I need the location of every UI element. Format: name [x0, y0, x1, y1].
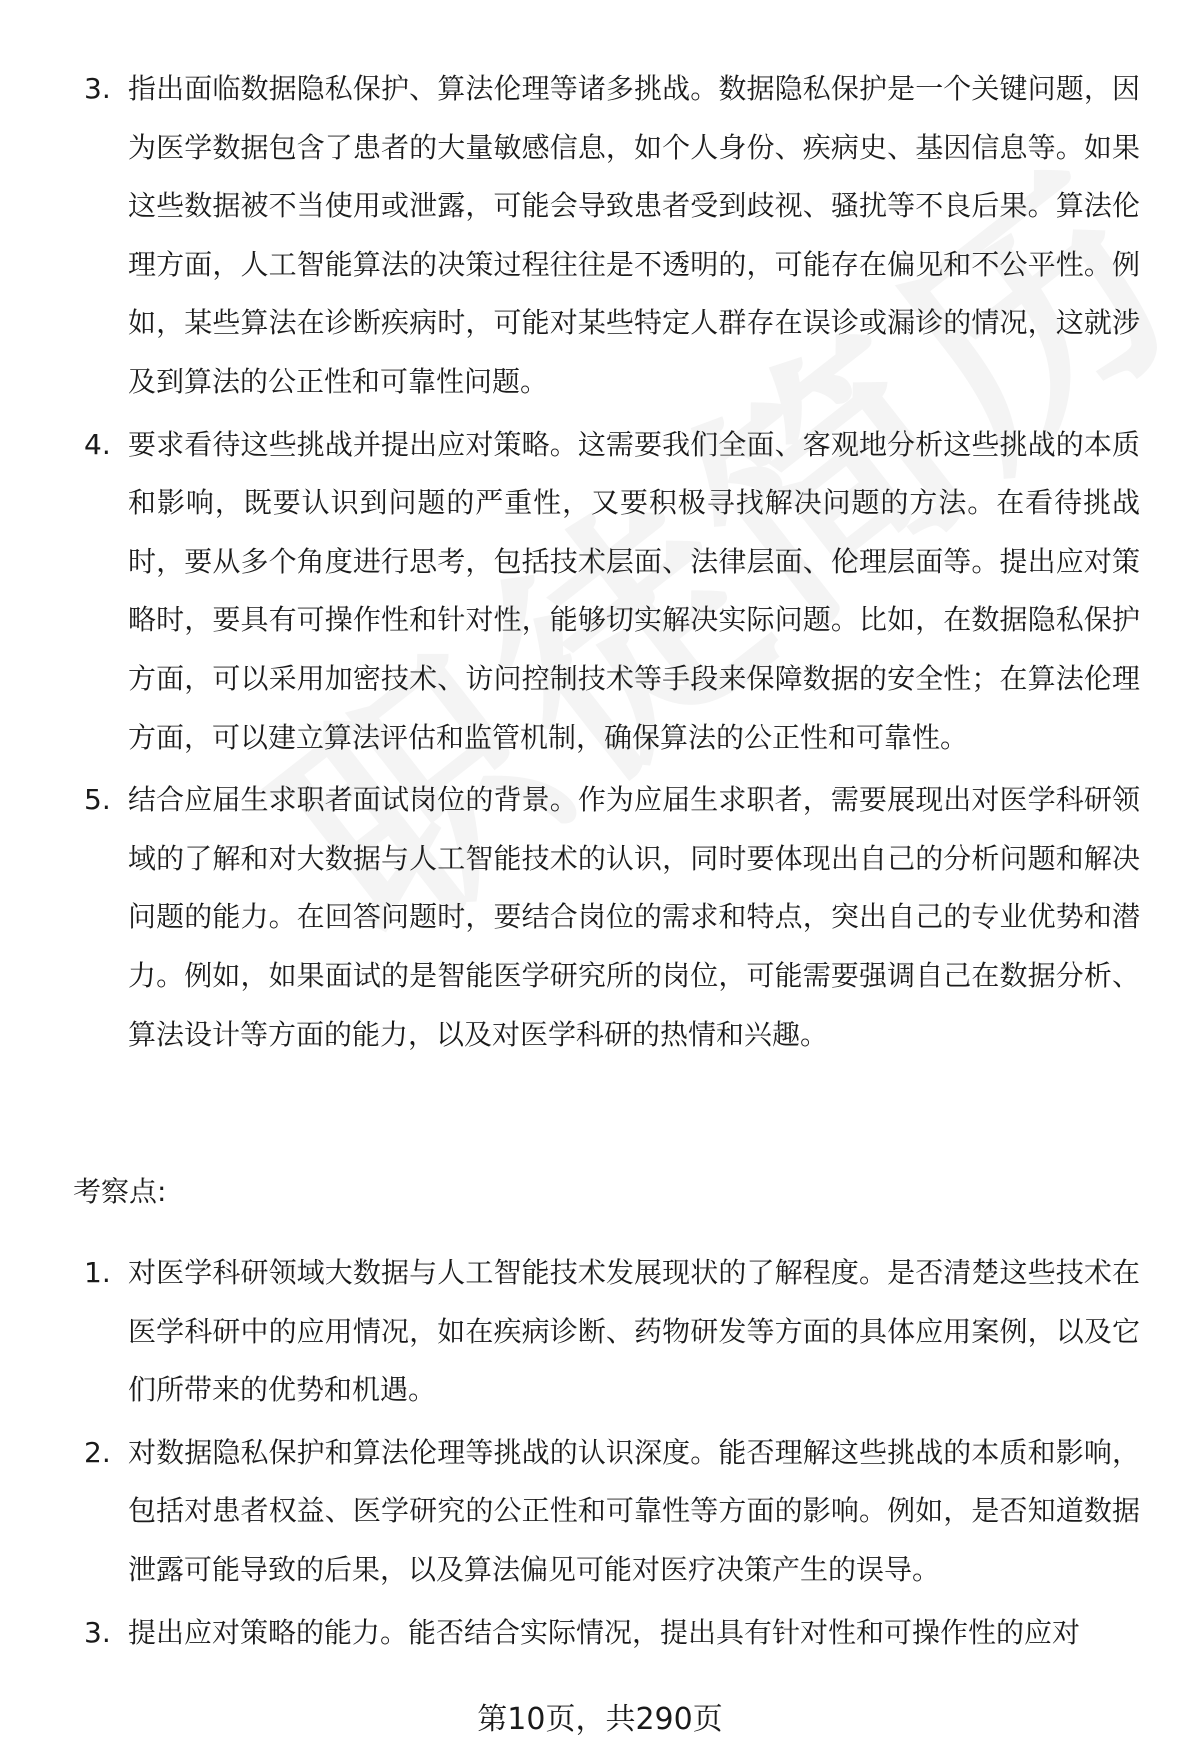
- list-item-number: 3.: [84, 72, 111, 105]
- list-item-text: 指出面临数据隐私保护、算法伦理等诸多挑战。数据隐私保护是一个关键问题，因为医学数据包含了患者的大量敏感信息，如个人身份、疾病史、基因信息等。如果这些数据被不当使用或泄露，可能会导致患者受到歧视、骚扰等不良后果。算法伦理方面，人工智能算法的决策过程往往是不透明的，可能存在偏见和不公平性。例如，某些算法在诊断疾病时，可能对某些特定人群存在误诊或漏诊的情况，这就涉及到算法的公正性和可靠性问题。: [128, 72, 1140, 398]
- list-item-text: 对医学科研领域大数据与人工智能技术发展现状的了解程度。是否清楚这些技术在医学科研中的应用情况，如在疾病诊断、药物研发等方面的具体应用案例，以及它们所带来的优势和机遇。: [128, 1256, 1140, 1407]
- list-item-number: 4.: [84, 427, 111, 461]
- list-item: [0, 1244, 1200, 1420]
- list-item: [0, 1604, 1200, 1663]
- list-bottom: [0, 1244, 1200, 1666]
- list-item-number: 3.: [84, 1615, 111, 1649]
- section-title: 考察点:: [73, 1175, 167, 1208]
- list-item: [0, 771, 1200, 1064]
- list-item-text: 要求看待这些挑战并提出应对策略。这需要我们全面、客观地分析这些挑战的本质和影响，既要认识到问题的严重性，又要积极寻找解决问题的方法。在看待挑战时，要从多个角度进行思考，包括技术层面、法律层面、伦理层面等。提出应对策略时，要具有可操作性和针对性，能够切实解决实际问题。比如，在数据隐私保护方面，可以采用加密技术、访问控制技术等手段来保障数据的安全性；在算法伦理方面，可以建立算法评估和监管机制，确保算法的公正性和可靠性。: [128, 427, 1140, 754]
- list-item-text: 结合应届生求职者面试岗位的背景。作为应届生求职者，需要展现出对医学科研领域的了解和对大数据与人工智能技术的认识，同时要体现出自己的分析问题和解决问题的能力。在回答问题时，要结合岗位的需求和特点，突出自己的专业优势和潜力。例如，如果面试的是智能医学研究所的岗位，可能需要强调自己在数据分析、算法设计等方面的能力，以及对医学科研的热情和兴趣。: [128, 783, 1140, 1051]
- list-item-text: 对数据隐私保护和算法伦理等挑战的认识深度。能否理解这些挑战的本质和影响，包括对患者权益、医学研究的公正性和可靠性等方面的影响。例如，是否知道数据泄露可能导致的后果，以及算法偏见可能对医疗决策产生的误导。: [128, 1435, 1140, 1586]
- list-item: [0, 60, 1200, 412]
- list-top: [0, 60, 1200, 1068]
- list-item-text: 提出应对策略的能力。能否结合实际情况，提出具有针对性和可操作性的应对: [128, 1615, 1081, 1649]
- list-item-number: 1.: [84, 1256, 111, 1289]
- list-item-number: 5.: [84, 783, 111, 817]
- list-item: [0, 416, 1200, 768]
- page-number: 第10页，共290页: [477, 1702, 723, 1737]
- list-item: [0, 1424, 1200, 1600]
- list-item-number: 2.: [84, 1435, 111, 1469]
